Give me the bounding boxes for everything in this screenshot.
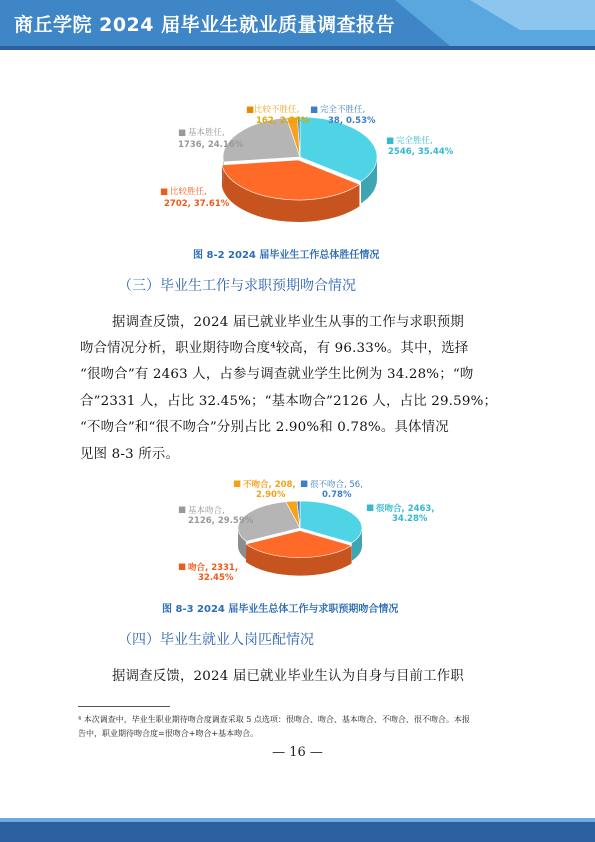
chart-label-name: 基本吻合, — [188, 506, 225, 516]
label-dot-wenhe: ■ — [178, 562, 187, 572]
chart-label-value: 2546, 35.44% — [388, 147, 454, 157]
footnote-line: ⁴ 本次调查中，毕业生职业期待吻合度调查采取 5 点选项：很吻合、吻合、基本吻合、不吻合、很不吻合。本报 — [78, 715, 470, 724]
chart-label-name: 吻合, 2331, — [188, 563, 239, 573]
chart-label-value: 34.28% — [392, 514, 428, 524]
chart-label-value: 38, 0.53% — [328, 116, 376, 126]
label-dot-wanquan-shengren: ■ — [386, 136, 395, 146]
section-heading: （四）毕业生就业人岗匹配情况 — [118, 632, 314, 648]
chart-label-value: 162, 2.26% — [256, 116, 310, 126]
page-number: — 16 — — [272, 745, 323, 760]
chart-label-name: 基本胜任, — [188, 128, 225, 138]
paragraph-line: 据调查反馈，2024 届已就业毕业生认为自身与目前工作职 — [112, 669, 464, 684]
figure-caption: 图 8-2 2024 届毕业生工作总体胜任情况 — [193, 250, 380, 261]
chart-label-name: 比较胜任, — [170, 187, 207, 197]
report-title: 商丘学院 2024 届毕业生就业质量调查报告 — [14, 14, 396, 36]
paragraph-line: “很吻合”有 2463 人，占参与调查就业学生比例为 34.28%；“吻 — [80, 367, 474, 382]
chart-label-name: 很吻合, 2463, — [376, 504, 435, 514]
label-dot-henbuwenhe: ■ — [300, 479, 309, 489]
label-dot-jibenwenhe: ■ — [178, 505, 187, 515]
chart-label-value: 2.90% — [256, 490, 286, 500]
chart-label-value: 0.78% — [322, 490, 352, 500]
label-dot-jiben-shengren: ■ — [178, 128, 187, 138]
label-dot-bijiao-shengren: ■ — [160, 187, 169, 197]
chart-label-name: 不吻合, 208, — [243, 480, 296, 490]
chart-label-name: 比较不胜任, — [254, 105, 300, 115]
footnote — [78, 713, 524, 741]
paragraph-line: 合”2331 人，占比 32.45%；“基本吻合”2126 人，占比 29.59%； — [80, 394, 498, 409]
chart-label-value: 32.45% — [198, 573, 234, 583]
paragraph-line: 吻合情况分析，职业期待吻合度⁴较高，有 96.33%。其中，选择 — [80, 341, 469, 356]
label-dot-bijiao-bushengren: ■ — [246, 105, 255, 115]
paragraph-line: “不吻合”和“很不吻合”分别占比 2.90%和 0.78%。具体情况 — [80, 420, 449, 435]
label-dot-henwenhe: ■ — [366, 503, 375, 513]
figure-caption: 图 8-3 2024 届毕业生总体工作与求职预期吻合情况 — [162, 604, 399, 615]
footer-bar — [0, 822, 595, 842]
paragraph-line: 见图 8-3 所示。 — [80, 447, 180, 462]
paragraph-line: 据调查反馈，2024 届已就业毕业生从事的工作与求职预期 — [112, 315, 464, 330]
section-heading: （三）毕业生工作与求职预期吻合情况 — [118, 278, 356, 294]
chart-label-value: 2126, 29.59% — [188, 516, 254, 526]
chart-label-name: 完全不胜任, — [320, 105, 366, 115]
label-dot-wanquan-bushengren: ■ — [310, 105, 319, 115]
label-dot-buwenhe: ■ — [233, 479, 242, 489]
footnote-divider — [78, 706, 170, 707]
footnote-line: 告中，职业期待吻合度=很吻合+吻合+基本吻合。 — [78, 729, 259, 738]
chart-label-name: 完全胜任, — [396, 136, 433, 146]
chart-label-value: 1736, 24.16% — [178, 140, 244, 150]
chart-label-value: 2702, 37.61% — [164, 199, 230, 209]
chart-label-name: 很不吻合, 56, — [310, 480, 363, 490]
